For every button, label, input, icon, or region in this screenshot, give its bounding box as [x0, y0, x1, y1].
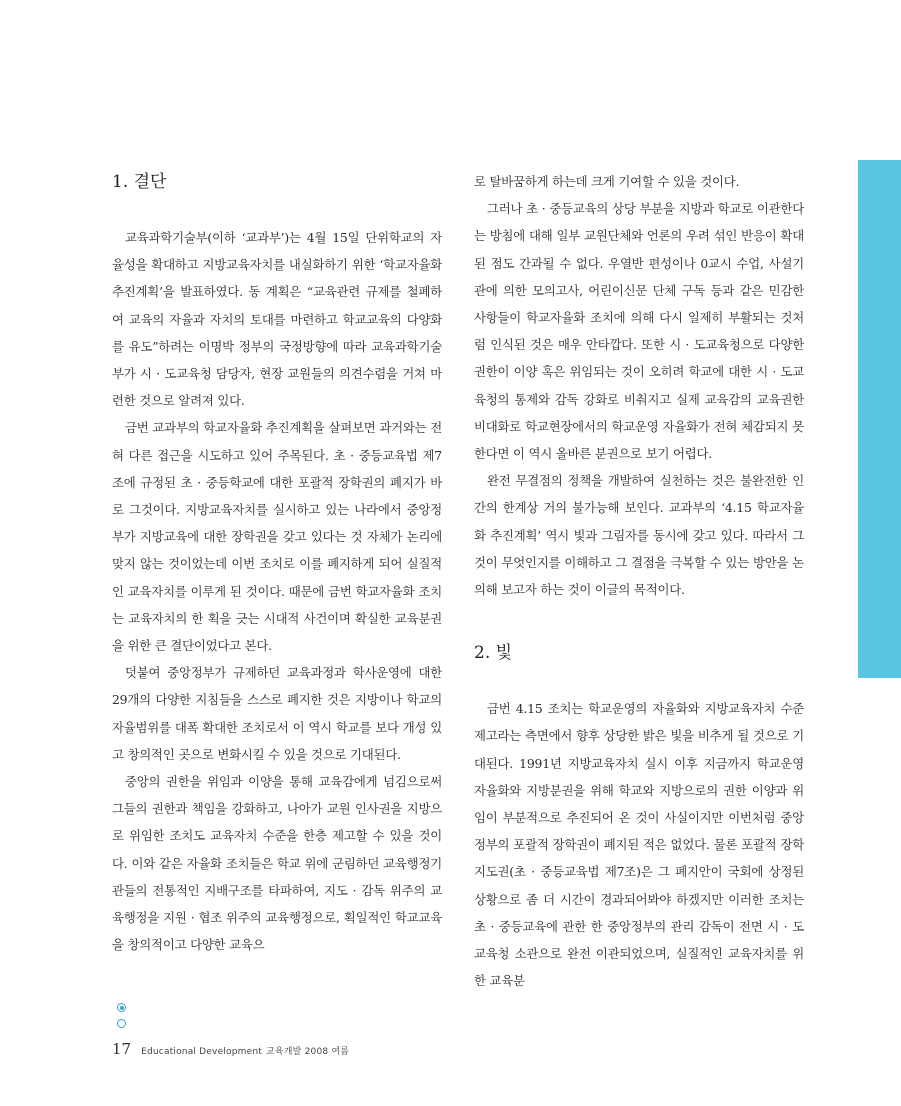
page-footer: [112, 1040, 349, 1060]
paragraph: 완전 무결점의 정책을 개발하여 실천하는 것은 불완전한 인간의 한계상 거의 불가능해 보인다. 교과부의 ‘4.15 학교자율화 추진계획’ 역시 빛과 그림자를 동시에 갖고 있다. 따라서 그것이 무엇인지를 이해하고 그 결점을 극복할 수 있는 방안을 논의해 보고자 하는 것이 이글의 목적이다.: [474, 473, 804, 598]
page-marker: [117, 1003, 126, 1035]
section-heading-2: 2. 빛: [474, 643, 513, 664]
empty-circle-icon: [117, 1019, 126, 1028]
magazine-title-en: Educational Development: [141, 1047, 262, 1057]
paragraph: 금번 4.15 조치는 학교운영의 자율화와 지방교육자치 수준 제고라는 측면에서 향후 상당한 밝은 빛을 비추게 될 것으로 기대된다. 1991년 지방교육자치 실시 이후 지금까지 학교운영 자율화와 지방분권을 위해 학교와 지방으로의 권한 이양과 위임이 부분적으로 추진되어 온 것이 사실이지만 이번처럼 중앙정부의 포괄적 장학권이 폐지된 적은 없었다. 물론 포괄적 장학지도권(초 · 중등교육법 제7조)은 그 폐지안이 국회에 상정된 상황으로 좀 더 시간이 경과되어봐야 하겠지만 이러한 조치는 초 · 중등교육에 관한 한 중앙정부의 관리 감독이 전면 시 · 도교육청 소관으로 완전 이관되었으며, 실질적인 교육자치를 위한 교육분: [474, 701, 804, 989]
paragraph: 금번 교과부의 학교자율화 추진계획을 살펴보면 과거와는 전혀 다른 접근을 시도하고 있어 주목된다. 초 · 중등교육법 제7조에 규정된 초 · 중등학교에 대한 포괄적 장학권의 폐지가 바로 그것이다. 지방교육자치를 실시하고 있는 나라에서 중앙정부가 지방교육에 대한 장학권을 갖고 있다는 것 자체가 논리에 맞지 않는 것이었는데 이번 조치로 이를 폐지하게 되어 실질적인 교육자치를 이루게 된 것이다. 때문에 금번 학교자율화 조치는 교육자치의 한 획을 긋는 시대적 사건이며 확실한 교육분권을 위한 큰 결단이었다고 본다.: [112, 420, 442, 654]
paragraph: 중앙의 권한을 위임과 이양을 통해 교육감에게 넘김으로써 그들의 권한과 책임을 강화하고, 나아가 교원 인사권을 지방으로 위임한 조치도 교육자치 수준을 한층 제고할 수 있을 것이다. 이와 같은 자율화 조치들은 학교 위에 군림하던 교육행정기관들의 전통적인 지배구조를 타파하여, 지도 · 감독 위주의 교육행정을 지원 · 협조 위주의 교육행정으로, 획일적인 학교교육을 창의적이고 다양한 교육으: [112, 774, 442, 953]
section-color-tab: [858, 160, 901, 678]
paragraph: 로 탈바꿈하게 하는데 크게 기여할 수 있을 것이다.: [474, 174, 740, 189]
magazine-title-ko: 교육개발 2008 여름: [265, 1047, 350, 1057]
paragraph: 덧붙여 중앙정부가 규제하던 교육과정과 학사운영에 대한 29개의 다양한 지침들을 스스로 폐지한 것은 지방이나 학교의 자율범위를 대폭 확대한 조치로서 이 역시 학교를 보다 개성 있고 창의적인 곳으로 변화시킬 수 있을 것으로 기대된다.: [112, 665, 442, 762]
magazine-title: [141, 1044, 349, 1057]
paragraph: 그러나 초 · 중등교육의 상당 부분을 지방과 학교로 이관한다는 방침에 대해 일부 교원단체와 언론의 우려 섞인 반응이 확대된 점도 간과될 수 없다. 우열반 편성이나 0교시 수업, 사설기관에 의한 모의고사, 어린이신문 단체 구독 등과 같은 민감한 사항들이 학교자율화 조치에 의해 다시 일제히 부활되는 것처럼 인식된 것은 매우 안타깝다. 또한 시 · 도교육청으로 다양한 권한이 이양 혹은 위임되는 것이 오히려 학교에 대한 시 · 도교육청의 통제와 감독 강화로 비춰지고 실제 교육감의 교육권한 비대화로 학교현장에서의 학교운영 자율화가 전혀 체감되지 못한다면 이 역시 올바른 분권으로 보기 어렵다.: [474, 201, 804, 462]
paragraph: 교육과학기술부(이하 ‘교과부’)는 4월 15일 단위학교의 자율성을 확대하고 지방교육자치를 내실화하기 위한 ‘학교자율화 추진계획’을 발표하였다. 동 계획은 “교육관련 규제를 철폐하여 교육의 자율과 자치의 토대를 마련하고 학교교육의 다양화를 유도”하려는 이명박 정부의 국정방향에 따라 교육과학기술부가 시 · 도교육청 담당자, 현장 교원들의 의견수렴을 거쳐 마련한 것으로 알려져 있다.: [112, 230, 442, 409]
section-heading-1: 1. 결단: [112, 172, 167, 192]
right-column: [474, 168, 804, 994]
section-1-body-continued: [474, 168, 804, 603]
left-column: [112, 168, 442, 958]
filled-circle-icon: [117, 1003, 126, 1012]
section-2-body: [474, 695, 804, 994]
page-number: 17: [112, 1040, 132, 1058]
section-1-body: [112, 224, 442, 958]
